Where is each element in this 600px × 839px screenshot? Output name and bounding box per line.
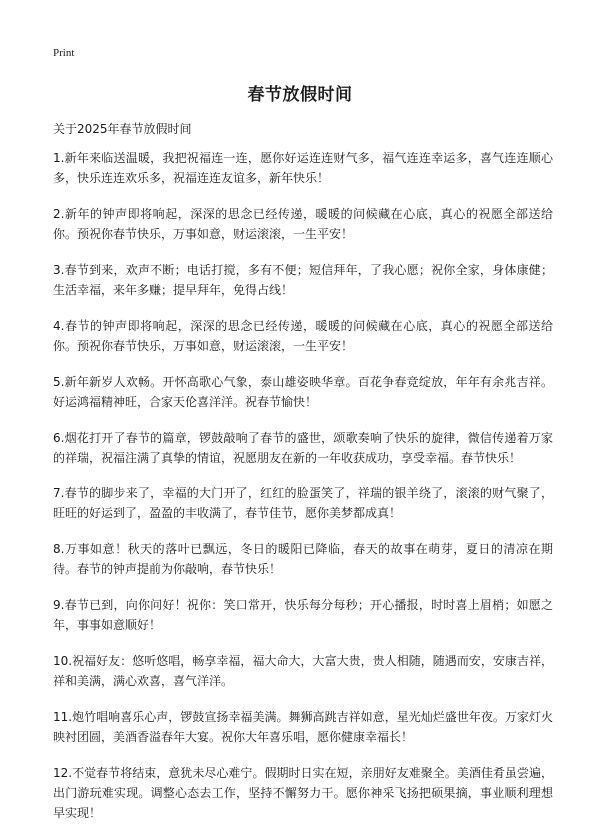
print-link[interactable]: Print [53,47,75,59]
greeting-entry: 8.万事如意！秋天的落叶已飘远，冬日的暖阳已降临，春天的故事在萌芽，夏日的清凉在期待。春节的钟声提前为你敲响，春节快乐！ [53,542,553,576]
page-title: 春节放假时间 [247,85,353,105]
greeting-entry: 7.春节的脚步来了，幸福的大门开了，红红的脸蛋笑了，祥瑞的银羊绕了，滚滚的财气聚了，旺旺的好运到了，盈盈的丰收满了，春节佳节，愿你美梦都成真！ [53,486,553,520]
greeting-entry: 10.祝福好友：悠听悠唱，畅享幸福，福大命大，大富大贵，贵人相随，随遇而安，安康吉祥，祥和美满，满心欢喜，喜气洋洋。 [53,654,553,688]
greeting-entry: 2.新年的钟声即将响起，深深的思念已经传递，暖暖的问候藏在心底，真心的祝愿全部送给你。预祝你春节快乐，万事如意，财运滚滚，一生平安！ [53,207,553,241]
greeting-entry: 5.新年新岁人欢畅。开怀高歌心气象，泰山雄姿映华章。百花争春竞绽放，年年有余兆吉祥。好运鸿福精神旺，合家天伦喜洋洋。祝春节愉快！ [53,375,553,409]
greeting-entry: 1.新年来临送温暖，我把祝福连一连，愿你好运连连财气多，福气连连幸运多，喜气连连顺心多，快乐连连欢乐多，祝福连连友谊多，新年快乐！ [53,151,553,185]
greeting-entry: 4.春节的钟声即将响起，深深的思念已经传递，暖暖的问候藏在心底，真心的祝愿全部送给你。预祝你春节快乐，万事如意，财运滚滚，一生平安！ [53,319,553,353]
greeting-entry: 6.烟花打开了春节的篇章，锣鼓敲响了春节的盛世，颂歌奏响了快乐的旋律，微信传递着万家的祥瑞，祝福注满了真挚的情谊，祝愿朋友在新的一年收获成功，享受幸福。春节快乐！ [53,431,553,465]
greeting-entry: 3.春节到来，欢声不断；电话打搅，多有不便；短信拜年，了我心愿；祝你全家，身体康健；生活幸福，来年多赚；提早拜年，免得占线！ [53,263,553,297]
greeting-entry: 11.炮竹唱响喜乐心声，锣鼓宣扬幸福美满。舞狮高跳吉祥如意，星光灿烂盛世年夜。万家灯火映衬团圆，美酒香溢春年大宴。祝你大年喜乐唱，愿你健康幸福长！ [53,710,553,744]
greeting-entry: 9.春节已到，向你问好！祝你：笑口常开，快乐每分每秒；开心播报，时时喜上眉梢；如愿之年，事事如意顺好！ [53,598,553,632]
greeting-entry: 12.不觉春节将结束，意犹未尽心难宁。假期时日实在短，亲朋好友难聚全。美酒佳肴虽尝遍，出门游玩难实现。调整心态去工作，坚持不懈努力干。愿你神采飞扬把硕果摘，事业顺利理想早实现！ [53,766,553,820]
greeting-list [53,148,553,839]
document-subtitle: 关于2025年春节放假时间 [53,122,192,136]
